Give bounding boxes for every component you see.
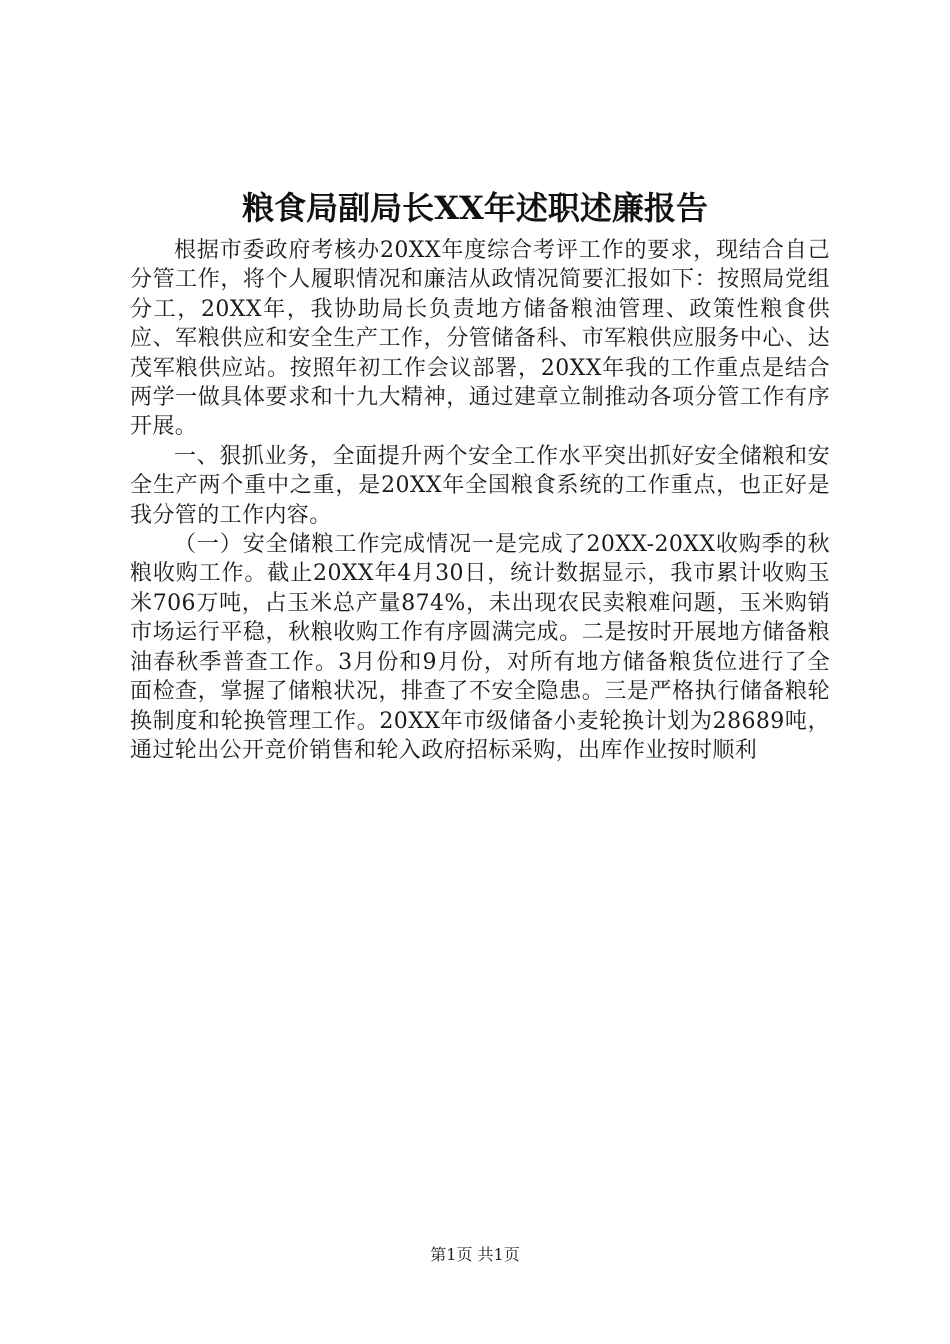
paragraph-grain-storage: （一）安全储粮工作完成情况一是完成了20XX-20XX收购季的秋粮收购工作。截止20XX年4月30日，统计数据显示，我市累计收购玉米706万吨，占玉米总产量874%，未出现农民卖粮难问题，玉米购销市场运行平稳，秋粮收购工作有序圆满完成。二是按时开展地方储备粮油春秋季普查工作。3月份和9月份，对所有地方储备粮货位进行了全面检查，掌握了储粮状况，排查了不安全隐患。三是严格执行储备粮轮换制度和轮换管理工作。20XX年市级储备小麦轮换计划为28689吨，通过轮出公开竞价销售和轮入政府招标采购，出库作业按时顺利 <box>130 532 830 763</box>
document-title: 粮食局副局长XX年述职述廉报告 <box>242 189 708 227</box>
document-body <box>130 236 830 765</box>
paragraph-section-one: 一、狠抓业务，全面提升两个安全工作水平突出抓好安全储粮和安全生产两个重中之重，是20XX年全国粮食系统的工作重点，也正好是我分管的工作内容。 <box>130 443 830 528</box>
page-number-footer: 第1页 共1页 <box>430 1245 520 1264</box>
paragraph-intro: 根据市委政府考核办20XX年度综合考评工作的要求，现结合自己分管工作，将个人履职情况和廉洁从政情况简要汇报如下：按照局党组分工，20XX年，我协助局长负责地方储备粮油管理、政策性粮食供应、军粮供应和安全生产工作，分管储备科、市军粮供应服务中心、达茂军粮供应站。按照年初工作会议部署，20XX年我的工作重点是结合两学一做具体要求和十九大精神，通过建章立制推动各项分管工作有序开展。 <box>130 238 830 440</box>
